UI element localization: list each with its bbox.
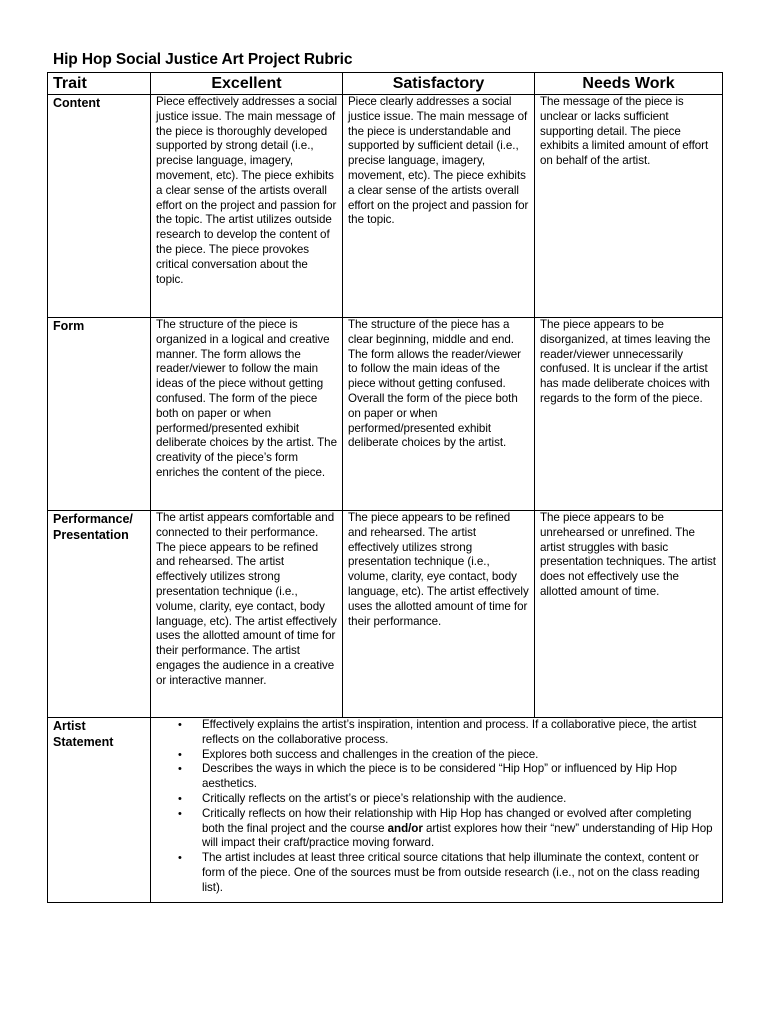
cell-content-satisfactory: Piece clearly addresses a social justice issue. The main message of the piece is understandable and supported by sufficient detail (i.e., precise language, imagery, movement, etc). The piece exhibits a clear sense of the artists overall effort on the project and passion for the topic. [343,95,535,318]
cell-form-satisfactory: The structure of the piece has a clear beginning, middle and end. The form allows the reader/viewer to follow the main ideas of the piece without getting confused. Overall the form of the piece both on paper or when performed/presented exhibit deliberate choices by the artist. [343,318,535,511]
header-satisfactory: Satisfactory [343,73,535,95]
table-row [48,511,723,718]
list-item: • Effectively explains the artist’s inspiration, intention and process. If a collaborative piece, the artist reflects on the collaborative process. [202,718,717,748]
cell-performance-satisfactory: The piece appears to be refined and rehearsed. The artist effectively utilizes strong presentation technique (i.e., volume, clarity, eye contact, body language, etc). The artist effectively uses the allotted amount of time for their performance. [343,511,535,718]
header-row [48,73,723,95]
header-excellent: Excellent [151,73,343,95]
header-needs-work: Needs Work [535,73,723,95]
artist-statement-list [156,718,717,896]
rubric-table [47,72,723,903]
list-item [202,807,717,851]
trait-performance: Performance/ Presentation [48,511,151,718]
list-item: • Critically reflects on the artist’s or piece’s relationship with the audience. [202,792,717,807]
cell-form-needs-work: The piece appears to be disorganized, at times leaving the reader/viewer unnecessarily confused. It is unclear if the artist has made deliberate choices with regards to the form of the piece. [535,318,723,511]
document-title: Hip Hop Social Justice Art Project Rubric [53,51,353,68]
trait-form: Form [48,318,151,511]
artist-statement-cell [151,718,723,903]
list-item-emphasis: and/or [387,821,423,835]
trait-content: Content [48,95,151,318]
list-item-text: Critically reflects on how their relationship with Hip Hop has changed or evolved after completing both the final project and the course [202,806,692,835]
cell-performance-excellent: The artist appears comfortable and connected to their performance. The piece appears to be refined and rehearsed. The artist effectively utilizes strong presentation technique (i.e., volume, clarity, eye contact, body language, etc). The artist effectively uses the allotted amount of time for their performance. The artist engages the audience in a creative or interactive manner. [151,511,343,718]
cell-performance-needs-work: The piece appears to be unrehearsed or unrefined. The artist struggles with basic presentation techniques. The artist does not effectively use the allotted amount of time. [535,511,723,718]
trait-artist-statement: Artist Statement [48,718,151,903]
cell-content-excellent: Piece effectively addresses a social justice issue. The main message of the piece is thoroughly developed supported by strong detail (i.e., precise language, imagery, movement, etc). The piece exhibits a clear sense of the artists overall effort on the project and passion for the topic. The artist utilizes outside research to develop the content of the piece. The piece provokes critical conversation about the topic. [151,95,343,318]
list-item-text: artist explores how their “new” understanding of Hip Hop will impact their craft/practice moving forward. [202,821,713,850]
table-row [48,95,723,318]
header-trait: Trait [48,73,151,95]
list-item: • Describes the ways in which the piece is to be considered “Hip Hop” or influenced by Hip Hop aesthetics. [202,762,717,792]
table-row [48,318,723,511]
list-item: • The artist includes at least three critical source citations that help illuminate the context, content or form of the piece. One of the sources must be from outside research (i.e., not on the class reading list). [202,851,717,895]
rubric-page [47,50,722,903]
table-row [48,718,723,903]
list-item: • Explores both success and challenges in the creation of the piece. [202,748,717,763]
cell-content-needs-work: The message of the piece is unclear or lacks sufficient supporting detail. The piece exhibits a limited amount of effort on behalf of the artist. [535,95,723,318]
cell-form-excellent: The structure of the piece is organized in a logical and creative manner. The form allows the reader/viewer to follow the main ideas of the piece without getting confused. The form of the piece both on paper or when performed/presented exhibit deliberate choices by the artist. The creativity of the piece’s form enriches the content of the piece. [151,318,343,511]
